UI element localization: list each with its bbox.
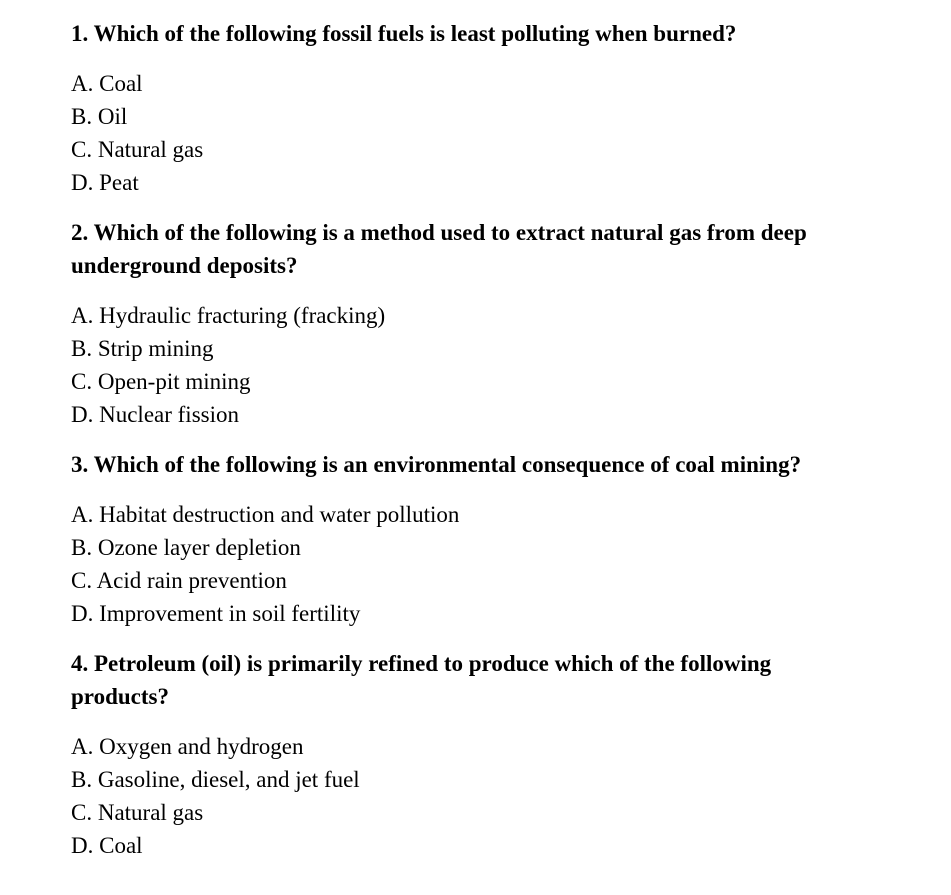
question-2 (71, 216, 951, 431)
question-1 (71, 17, 951, 199)
option-d: D. Improvement in soil fertility (71, 601, 361, 626)
option-list (71, 67, 951, 199)
option-d: D. Coal (71, 833, 143, 858)
question-4 (71, 647, 951, 862)
question-text: 3. Which of the following is an environmental consequence of coal mining? (71, 452, 802, 477)
option-b: B. Ozone layer depletion (71, 535, 301, 560)
option-list (71, 299, 951, 431)
option-a: A. Oxygen and hydrogen (71, 734, 304, 759)
option-b: B. Strip mining (71, 336, 214, 361)
option-d: D. Nuclear fission (71, 402, 239, 427)
question-text: 4. Petroleum (oil) is primarily refined to produce which of the following products? (71, 651, 772, 709)
question-3 (71, 448, 951, 630)
option-b: B. Gasoline, diesel, and jet fuel (71, 767, 360, 792)
option-b: B. Oil (71, 104, 128, 129)
option-a: A. Habitat destruction and water pollution (71, 502, 460, 527)
option-c: C. Natural gas (71, 800, 204, 825)
option-c: C. Acid rain prevention (71, 568, 287, 593)
option-list (71, 730, 951, 862)
option-a: A. Coal (71, 71, 143, 96)
option-d: D. Peat (71, 170, 139, 195)
option-c: C. Open-pit mining (71, 369, 251, 394)
question-text: 2. Which of the following is a method used to extract natural gas from deep underground deposits? (71, 220, 807, 278)
option-list (71, 498, 951, 630)
option-a: A. Hydraulic fracturing (fracking) (71, 303, 386, 328)
option-c: C. Natural gas (71, 137, 204, 162)
question-text: 1. Which of the following fossil fuels is least polluting when burned? (71, 21, 737, 46)
